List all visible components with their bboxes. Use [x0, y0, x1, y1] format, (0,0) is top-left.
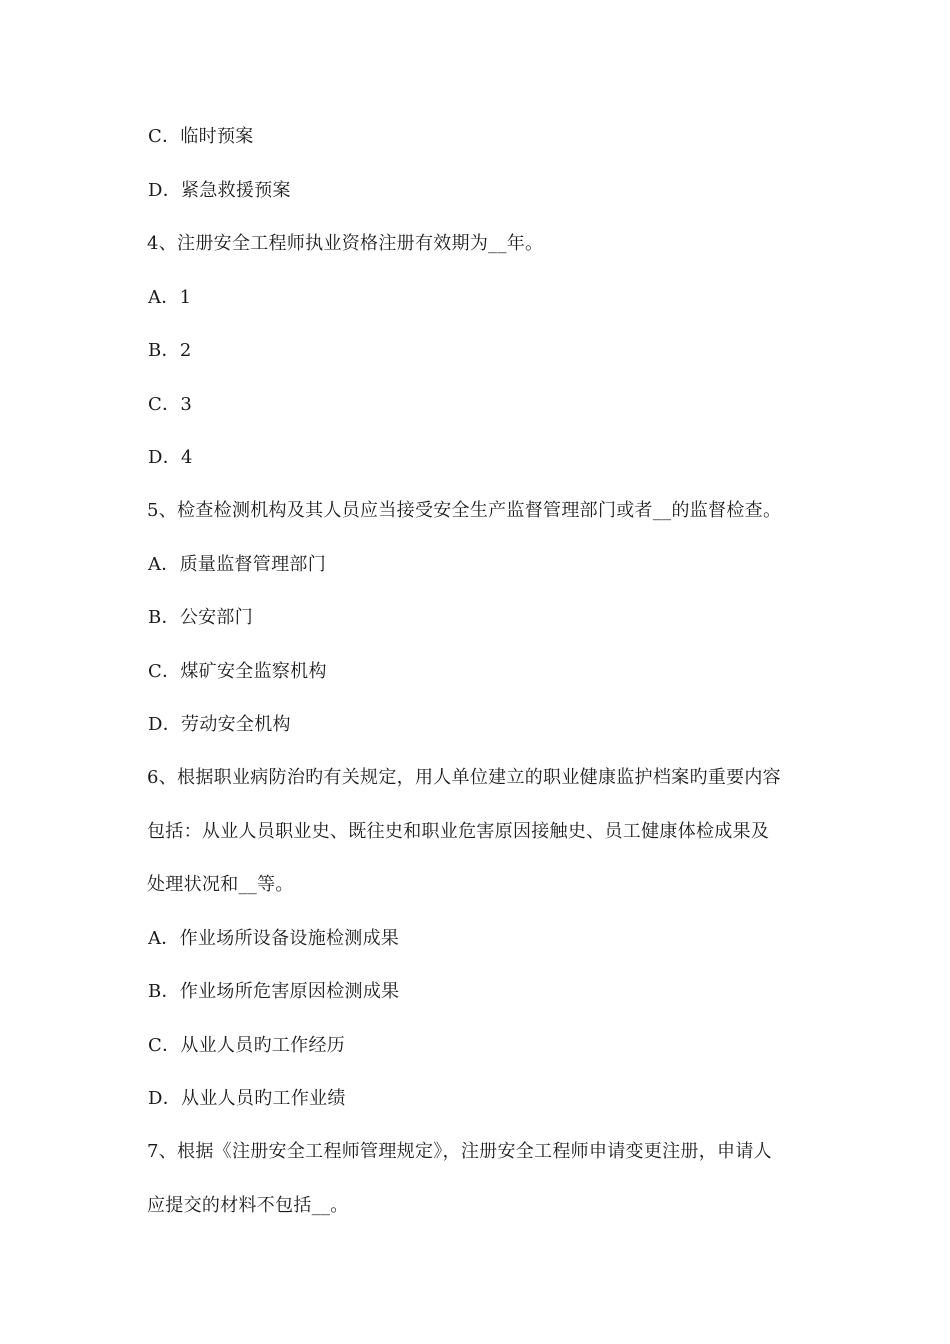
option-a-q6: A．作业场所设备设施检测成果 [148, 928, 400, 949]
option-d-q3: D．紧急救援预案 [148, 180, 291, 201]
option-c-q6: C．从业人员旳工作经历 [148, 1035, 346, 1056]
question-6-line-2: 包括：从业人员职业史、既往史和职业危害原因接触史、员工健康体检成果及 [147, 821, 770, 842]
option-b-q4: B．2 [148, 340, 192, 361]
option-c-q3: C．临时预案 [148, 126, 254, 147]
option-b-q6: B．作业场所危害原因检测成果 [148, 981, 400, 1002]
question-5: 5、检查检测机构及其人员应当接受安全生产监督管理部门或者__的监督检查。 [147, 500, 782, 521]
question-4: 4、注册安全工程师执业资格注册有效期为__年。 [147, 233, 544, 254]
option-a-q5: A．质量监督管理部门 [148, 554, 326, 575]
option-d-q4: D．4 [148, 447, 193, 468]
option-b-q5: B．公安部门 [148, 607, 254, 628]
option-d-q6: D．从业人员旳工作业绩 [148, 1088, 346, 1109]
option-c-q5: C．煤矿安全监察机构 [148, 661, 327, 682]
question-7-line-2: 应提交的材料不包括__。 [147, 1195, 349, 1216]
option-c-q4: C．3 [148, 394, 193, 415]
option-a-q4: A．1 [148, 287, 192, 308]
question-6-line-1: 6、根据职业病防治旳有关规定，用人单位建立的职业健康监护档案旳重要内容 [147, 767, 781, 788]
option-d-q5: D．劳动安全机构 [148, 714, 291, 735]
question-6-line-3: 处理状况和__等。 [147, 874, 294, 895]
question-7-line-1: 7、根据《注册安全工程师管理规定》，注册安全工程师申请变更注册，申请人 [147, 1141, 772, 1162]
